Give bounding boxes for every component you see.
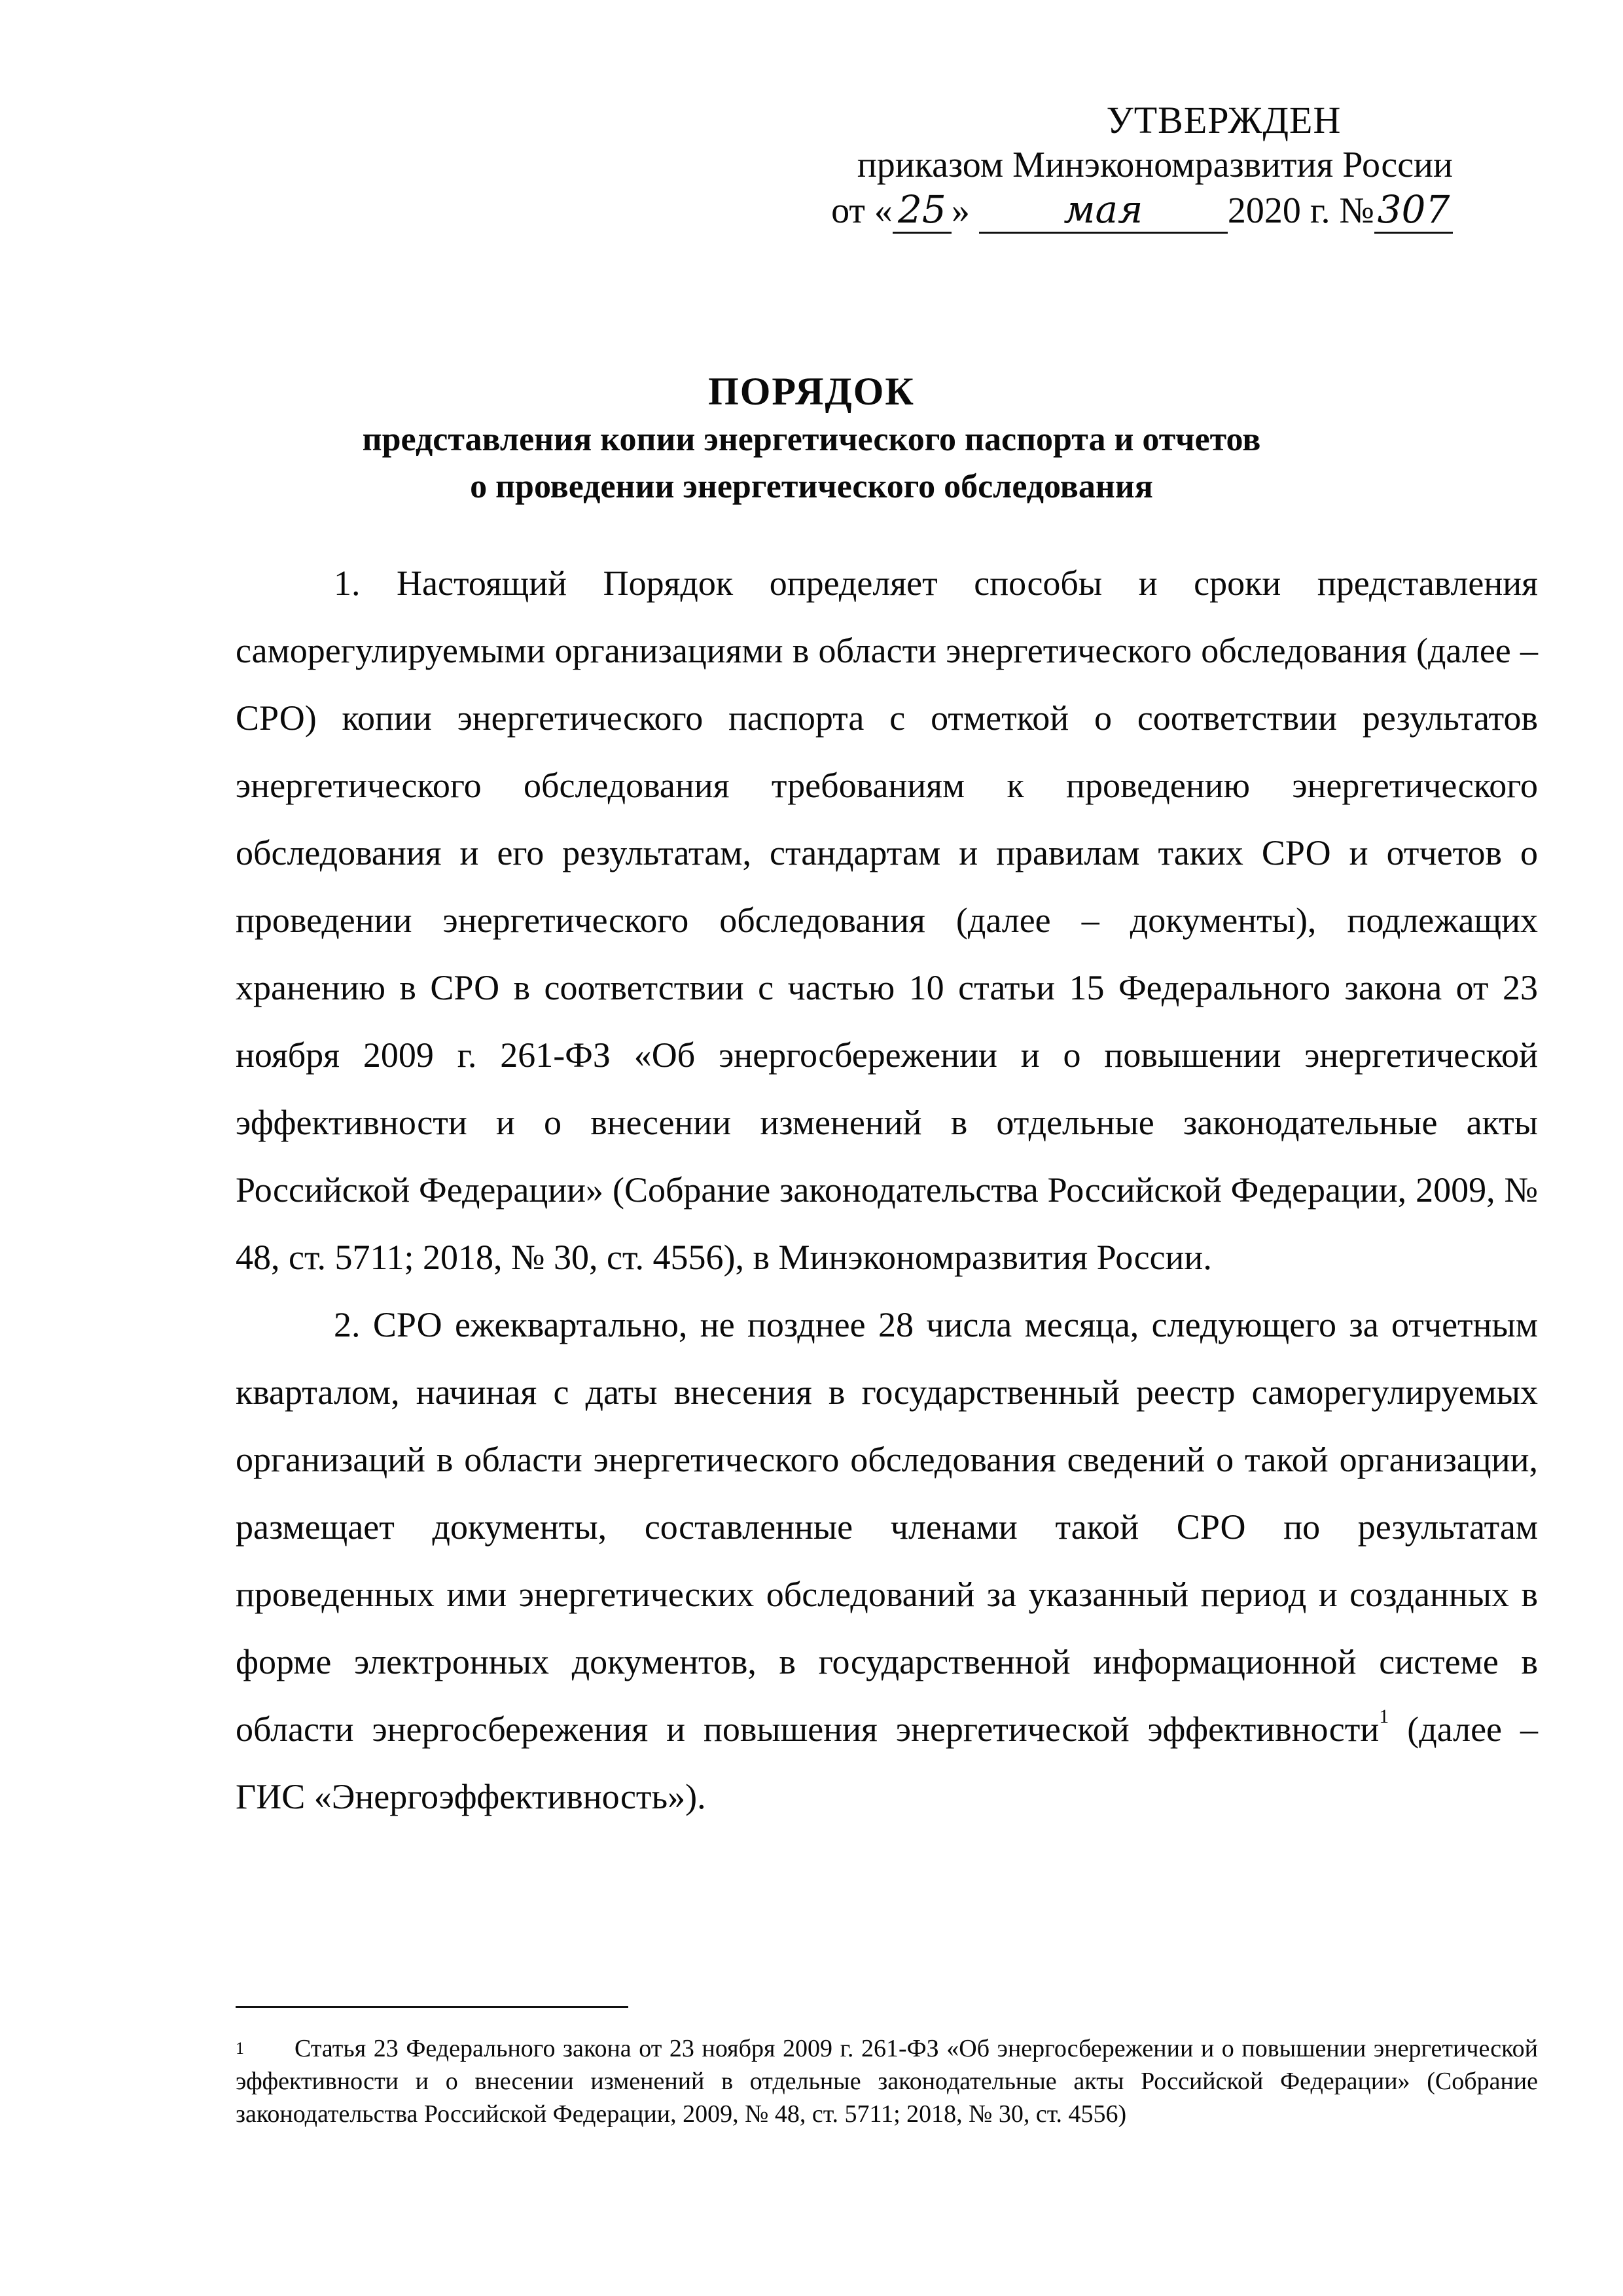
approval-number: 307: [1374, 187, 1453, 234]
document-subtitle-line2: о проведении энергетического обследования: [470, 468, 1153, 505]
approval-from-label: от «: [831, 190, 893, 231]
paragraph-2: [236, 1291, 1538, 1831]
paragraph-1: 1. Настоящий Порядок определяет способы и сроки представления саморегулируемыми организациями в области энергетического обследования (далее – СРО) копии энергетического паспорта с отметкой о соответствии результатов энергетического обследования требованиям к проведению энергетического обследования и его результатам, стандартам и правилам таких СРО и отчетов о проведении энергетического обследования (далее – документы), подлежащих хранению в СРО в соответствии с частью 10 статьи 15 Федерального закона от 23 ноября 2009 г. 261-ФЗ «Об энергосбережении и о повышении энергетической эффективности и о внесении изменений в отдельные законодательные акты Российской Федерации» (Собрание законодательства Российской Федерации, 2009, № 48, ст. 5711; 2018, № 30, ст. 4556), в Минэкономразвития России.: [236, 564, 1538, 1277]
approval-day: 25: [893, 187, 952, 234]
document-heading: [196, 367, 1427, 511]
document-title: ПОРЯДОК: [708, 370, 915, 413]
approval-order-line: приказом Минэкономразвития России: [857, 145, 1453, 185]
footnote-divider: [236, 2006, 628, 2008]
footnote-number: 1: [236, 2039, 244, 2058]
footnote-text: Статья 23 Федерального закона от 23 ноября 2009 г. 261-ФЗ «Об энергосбережении и о повышении энергетической эффективности и о внесении изменений в отдельные законодательные акты Российской Федерации» (Собрание законодательства Российской Федерации, 2009, № 48, ст. 5711; 2018, № 30, ст. 4556): [236, 2035, 1538, 2128]
document-body: [236, 550, 1538, 1831]
approval-date-line: [798, 187, 1453, 234]
approval-title: УТВЕРЖДЕН: [1106, 99, 1342, 141]
approval-stamp: [798, 98, 1453, 234]
paragraph-2-text: 2. СРО ежеквартально, не позднее 28 числа месяца, следующего за отчетным кварталом, начиная с даты внесения в государственный реестр саморегулируемых организаций в области энергетического обследования сведений о такой организации, размещает документы, составленные членами такой СРО по результатам проведенных ими энергетических обследований за указанный период и созданных в форме электронных документов, в государственной информационной системе в области энергосбережения и повышения энергетической эффективности: [236, 1305, 1538, 1749]
paragraph-2-tail: (далее – ГИС «Энергоэффективность»).: [236, 1710, 1538, 1816]
footnote: [236, 2032, 1538, 2130]
footnote-ref: 1: [1379, 1706, 1389, 1727]
document-subtitle-line1: представления копии энергетического паспорта и отчетов: [362, 421, 1261, 458]
approval-quote-close: »: [951, 190, 970, 231]
approval-month: мая: [979, 187, 1228, 234]
approval-year-label: 2020 г. №: [1227, 190, 1374, 231]
